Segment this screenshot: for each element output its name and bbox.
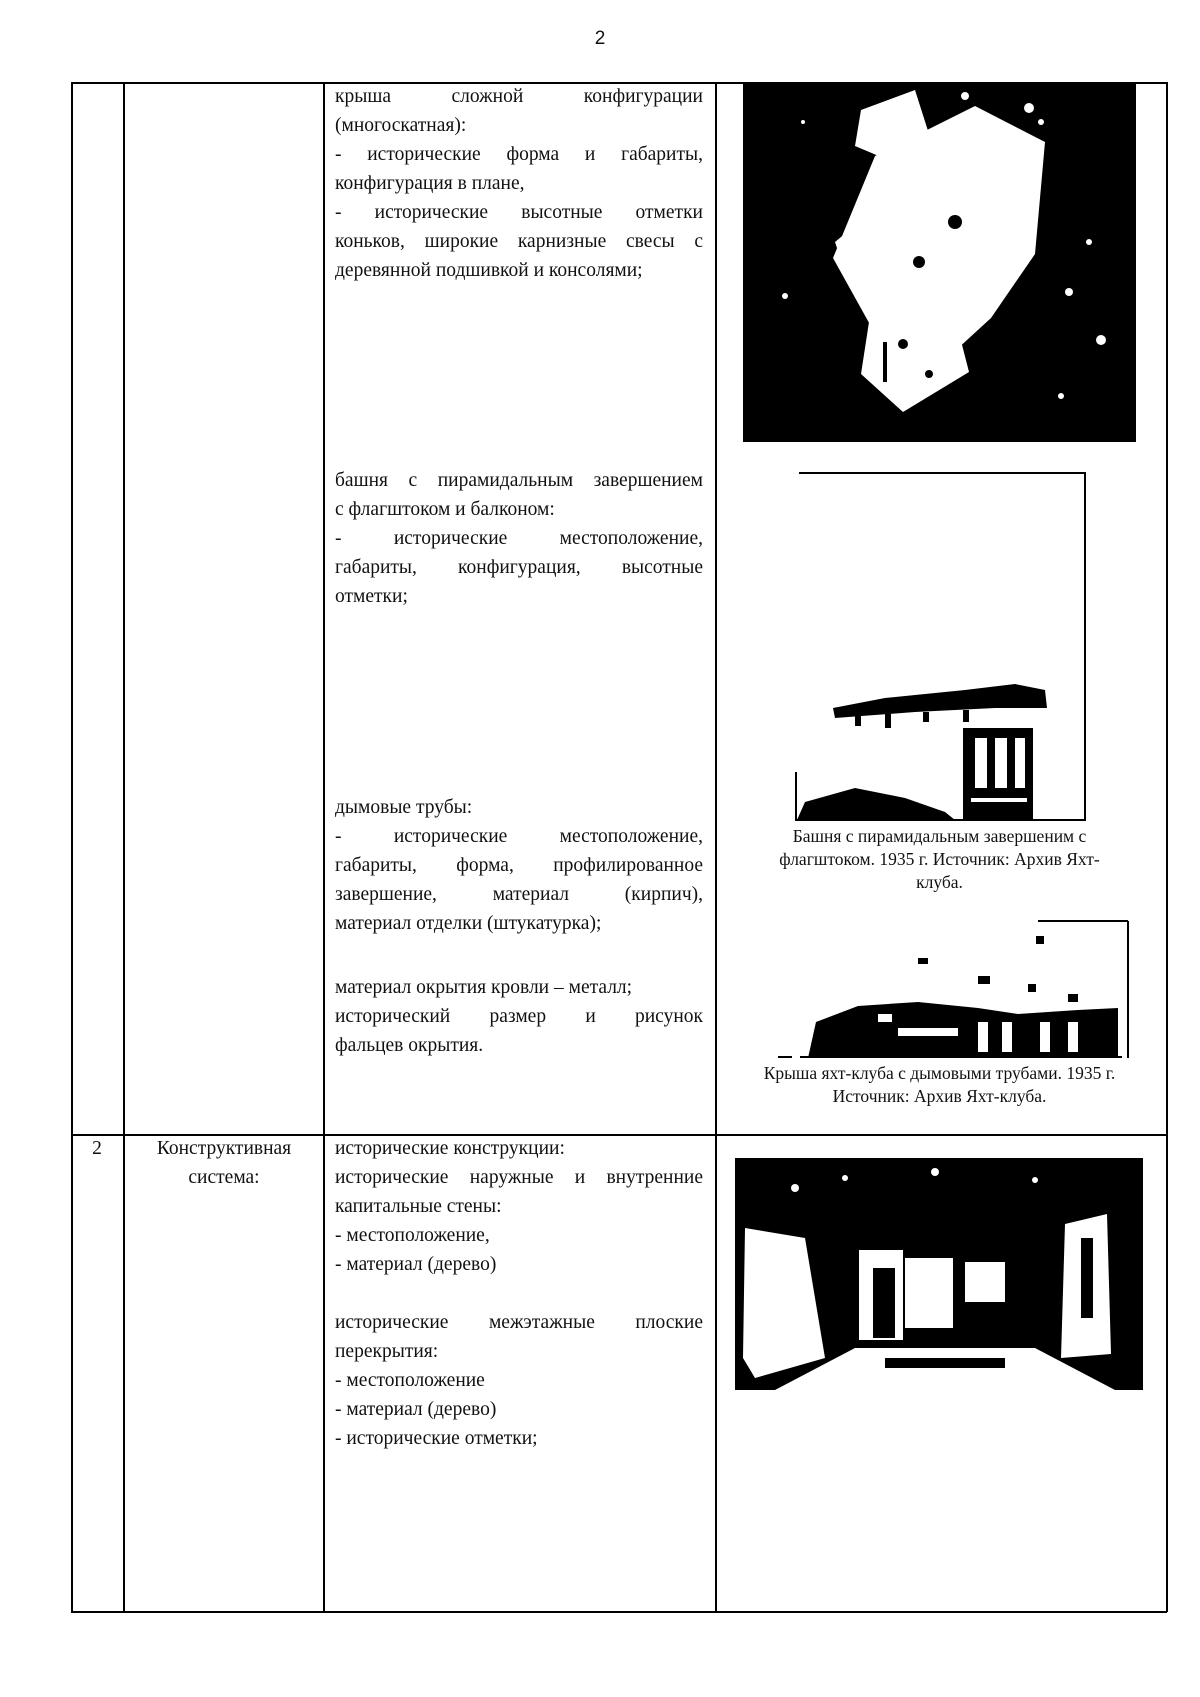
- text-line: - местоположение: [335, 1370, 485, 1391]
- text-line: - исторические местоположение,: [335, 528, 703, 549]
- column-divider-1: [123, 82, 125, 1612]
- caption-line: клуба.: [916, 872, 963, 892]
- text-line: деревянной подшивкой и консолями;: [335, 260, 643, 281]
- chimneys-description: [335, 793, 703, 938]
- text-line: исторические межэтажные плоские: [335, 1312, 703, 1333]
- text-line: система:: [188, 1167, 260, 1188]
- structural-system-description: [335, 1134, 703, 1453]
- caption-line: флагштоком. 1935 г. Источник: Архив Яхт-: [779, 849, 1100, 869]
- text-line: дымовые трубы:: [335, 797, 473, 818]
- caption-line: Источник: Архив Яхт-клуба.: [832, 1086, 1047, 1106]
- text-line: материал окрытия кровли – металл;: [335, 977, 633, 998]
- text-line: габариты, форма, профилированное: [335, 855, 703, 876]
- text-line: исторический размер и рисунок: [335, 1006, 703, 1027]
- text-line: коньков, широкие карнизные свесы с: [335, 231, 703, 252]
- text-line: с флагштоком и балконом:: [335, 499, 555, 520]
- text-line: капитальные стены:: [335, 1196, 502, 1217]
- text-line: Конструктивная: [156, 1138, 292, 1159]
- text-line: завершение, материал (кирпич),: [335, 884, 703, 905]
- interior-photo: [735, 1158, 1143, 1390]
- caption-line: Башня с пирамидальным завершеним с: [792, 826, 1087, 846]
- text-line: - исторические местоположение,: [335, 826, 703, 847]
- roof-description: [335, 82, 703, 285]
- text-line: исторические наружные и внутренние: [335, 1167, 703, 1188]
- table-left-border: [71, 82, 73, 1612]
- text-line: башня с пирамидальным завершением: [335, 470, 703, 491]
- column-divider-2: [323, 82, 325, 1612]
- text-line: габариты, конфигурация, высотные: [335, 557, 703, 578]
- roof-aerial-photo: [743, 82, 1136, 442]
- roof-chimneys-photo-caption: [727, 1062, 1152, 1108]
- text-line: фальцев окрытия.: [335, 1035, 484, 1056]
- caption-line: Крыша яхт-клуба с дымовыми трубами. 1935 г.: [763, 1063, 1116, 1083]
- text-line: отметки;: [335, 586, 408, 607]
- text-line: - исторические высотные отметки: [335, 202, 703, 223]
- text-line: - исторические форма и габариты,: [335, 144, 703, 165]
- table-bottom-border: [71, 1611, 1167, 1613]
- text-line: крыша сложной конфигурации: [335, 86, 703, 107]
- roof-chimneys-photo: [778, 918, 1130, 1058]
- tower-description: [335, 466, 703, 611]
- text-line: конфигурация в плане,: [335, 173, 525, 194]
- tower-photo-caption: [727, 825, 1152, 894]
- row-name: [125, 1134, 323, 1192]
- text-line: перекрытия:: [335, 1341, 439, 1362]
- text-line: (многоскатная):: [335, 115, 467, 136]
- table-right-border: [1166, 82, 1168, 1612]
- text-line: - исторические отметки;: [335, 1428, 538, 1449]
- column-divider-3: [715, 82, 717, 1612]
- tower-photo: [795, 472, 1086, 822]
- text-line: исторические конструкции:: [335, 1138, 565, 1159]
- roofing-description: [335, 973, 703, 1060]
- row-number: 2: [92, 1138, 102, 1159]
- text-line: - материал (дерево): [335, 1254, 497, 1275]
- text-line: - материал (дерево): [335, 1399, 497, 1420]
- page-number: 2: [594, 28, 606, 49]
- text-line: материал отделки (штукатурка);: [335, 913, 602, 934]
- text-line: - местоположение,: [335, 1225, 490, 1246]
